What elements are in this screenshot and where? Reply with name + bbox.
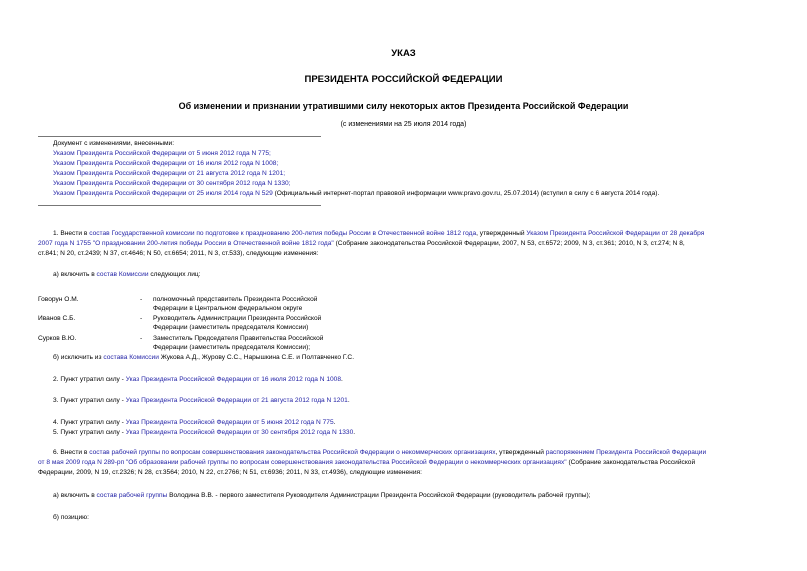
- divider-top: [38, 136, 321, 137]
- item2-repealed: 2. Пункт утратил силу - Указ Президента Российской Федерации от 16 июля 2012 года N 1008.: [53, 376, 343, 383]
- decree-775-link[interactable]: Указ Президента Российской Федерации от 5 июня 2012 года N 775: [125, 419, 334, 426]
- commission-composition-link[interactable]: состав Государственной комиссии по подготовке к празднованию 200-летия победы России в Отечественной войне 1812 года: [89, 230, 477, 237]
- person-role-1b: Федерации в Центральном федеральном округе: [153, 305, 303, 312]
- amendment-link-2[interactable]: Указом Президента Российской Федерации от 16 июля 2012 года N 1008;: [53, 160, 279, 167]
- decree-1330-link[interactable]: Указ Президента Российской Федерации от 30 сентября 2012 года N 1330: [125, 429, 354, 436]
- person-dash-2: -: [140, 315, 143, 322]
- person-dash-3: -: [140, 335, 143, 342]
- person-name-2: Иванов С.Б.: [38, 315, 76, 322]
- amendment-link-3[interactable]: Указом Президента Российской Федерации от 21 августа 2012 года N 1201;: [53, 170, 286, 177]
- person-name-1: Говорун О.М.: [38, 296, 79, 303]
- decree-title: УКАЗ: [391, 48, 416, 59]
- item6-subitem-b: б) позицию:: [53, 514, 89, 521]
- decree-1201-link[interactable]: Указ Президента Российской Федерации от 21 августа 2012 года N 1201: [125, 397, 348, 404]
- decree-1755-link-part1[interactable]: Указом Президента Российской Федерации от 28 декабря: [526, 230, 705, 237]
- revision-note: (с изменениями на 25 июля 2014 года): [340, 121, 467, 128]
- person-role-1a: полномочный представитель Президента Российской: [153, 296, 318, 303]
- item1-line2: 2007 года N 1755 "О праздновании 200-летия победы России в Отечественной войне 1812 года" (Собрание законодательства Российской Федерации, 2007, N 53, ст.6572; 2009, N 3, ст.361; 2010, N 3, ст.274; N 8,: [38, 240, 685, 247]
- divider-bottom: [38, 205, 321, 206]
- item5-repealed: 5. Пункт утратил силу - Указ Президента Российской Федерации от 30 сентября 2012 года N 1330.: [53, 429, 356, 436]
- amendment-link-5[interactable]: Указом Президента Российской Федерации от 25 июля 2014 года N 529: [53, 190, 273, 197]
- person-role-3b: Федерации (заместитель председателя Комиссии);: [153, 344, 311, 351]
- person-role-3a: Заместитель Председателя Правительства Российской: [153, 335, 324, 342]
- item6-line3: Федерации, 2009, N 19, ст.2326; N 28, ст.3564; 2010, N 22, ст.2766; N 51, ст.6936; 2011, N 33, ст.4936), следующие изменения:: [38, 469, 422, 476]
- item6-line1: 6. Внести в состав рабочей группы по вопросам совершенствования законодательства Российской Федерации о некоммерческих организациях, утвержденный распоряжением Президента Российской Федерации: [53, 449, 707, 456]
- amendments-intro: Документ с изменениями, внесенными:: [53, 140, 175, 147]
- decree-subject: Об изменении и признании утратившими силу некоторых актов Президента Российской Федерации: [178, 101, 629, 111]
- item1-line1: 1. Внести в состав Государственной комиссии по подготовке к празднованию 200-летия победы России в Отечественной войне 1812 года, утвержденный Указом Президента Российской Федерации от 28 декабря: [53, 230, 705, 237]
- item3-repealed: 3. Пункт утратил силу - Указ Президента Российской Федерации от 21 августа 2012 года N 1201.: [53, 397, 350, 404]
- decree-issuer: ПРЕЗИДЕНТА РОССИЙСКОЙ ФЕДЕРАЦИИ: [304, 74, 503, 85]
- commission-link-2[interactable]: состава Комиссии: [103, 354, 159, 361]
- person-dash-1: -: [140, 296, 143, 303]
- working-group-composition-link[interactable]: состав рабочей группы по вопросам совершенствования законодательства Российской Федерации о некоммерческих организациях: [89, 449, 496, 456]
- order-289rp-link-part2[interactable]: от 8 мая 2009 года N 289-рп "Об образовании рабочей группы по вопросам совершенствования законодательства Российской Федерации о некоммерческих организациях": [38, 459, 567, 466]
- item6-line2: от 8 мая 2009 года N 289-рп "Об образовании рабочей группы по вопросам совершенствования законодательства Российской Федерации о некоммерческих организациях" (Собрание законодательства Российской: [38, 459, 696, 466]
- item4-repealed: 4. Пункт утратил силу - Указ Президента Российской Федерации от 5 июня 2012 года N 775.: [53, 419, 336, 426]
- amendment-link-4[interactable]: Указом Президента Российской Федерации от 30 сентября 2012 года N 1330;: [53, 180, 291, 187]
- amendment-link-1[interactable]: Указом Президента Российской Федерации от 5 июня 2012 года N 775;: [53, 150, 271, 157]
- commission-link[interactable]: состав Комиссии: [96, 271, 149, 278]
- decree-1755-link-part2[interactable]: 2007 года N 1755 "О праздновании 200-летия победы России в Отечественной войне 1812 года": [38, 240, 334, 247]
- amendment-line-5: [53, 189, 659, 199]
- subitem-a: а) включить в состав Комиссии следующих лиц:: [53, 271, 201, 278]
- order-289rp-link-part1[interactable]: распоряжением Президента Российской Федерации: [545, 449, 707, 456]
- working-group-link[interactable]: состав рабочей группы: [96, 492, 168, 499]
- amendment-5-source: (Официальный интернет-портал правовой информации www.pravo.gov.ru, 25.07.2014) (вступил в силу с 6 августа 2014 года).: [272, 190, 660, 197]
- item1-line3: ст.841; N 20, ст.2439; N 37, ст.4646; N 50, ст.6654; 2011, N 3, ст.533), следующие изменения:: [38, 250, 319, 257]
- subitem-b: б) исключить из состава Комиссии Жукова А.Д., Журову С.С., Нарышкина С.Е. и Полтавченко Г.С.: [53, 354, 355, 361]
- person-role-2b: Федерации (заместитель председателя Комиссии): [153, 324, 309, 331]
- item6-subitem-a: а) включить в состав рабочей группы Володина В.В. - первого заместителя Руководителя Администрации Президента Российской Федерации (руководитель рабочей группы);: [53, 492, 591, 499]
- person-role-2a: Руководитель Администрации Президента Российской: [153, 315, 322, 322]
- person-name-3: Сурков В.Ю.: [38, 335, 77, 342]
- decree-1008-link[interactable]: Указ Президента Российской Федерации от 16 июля 2012 года N 1008: [125, 376, 342, 383]
